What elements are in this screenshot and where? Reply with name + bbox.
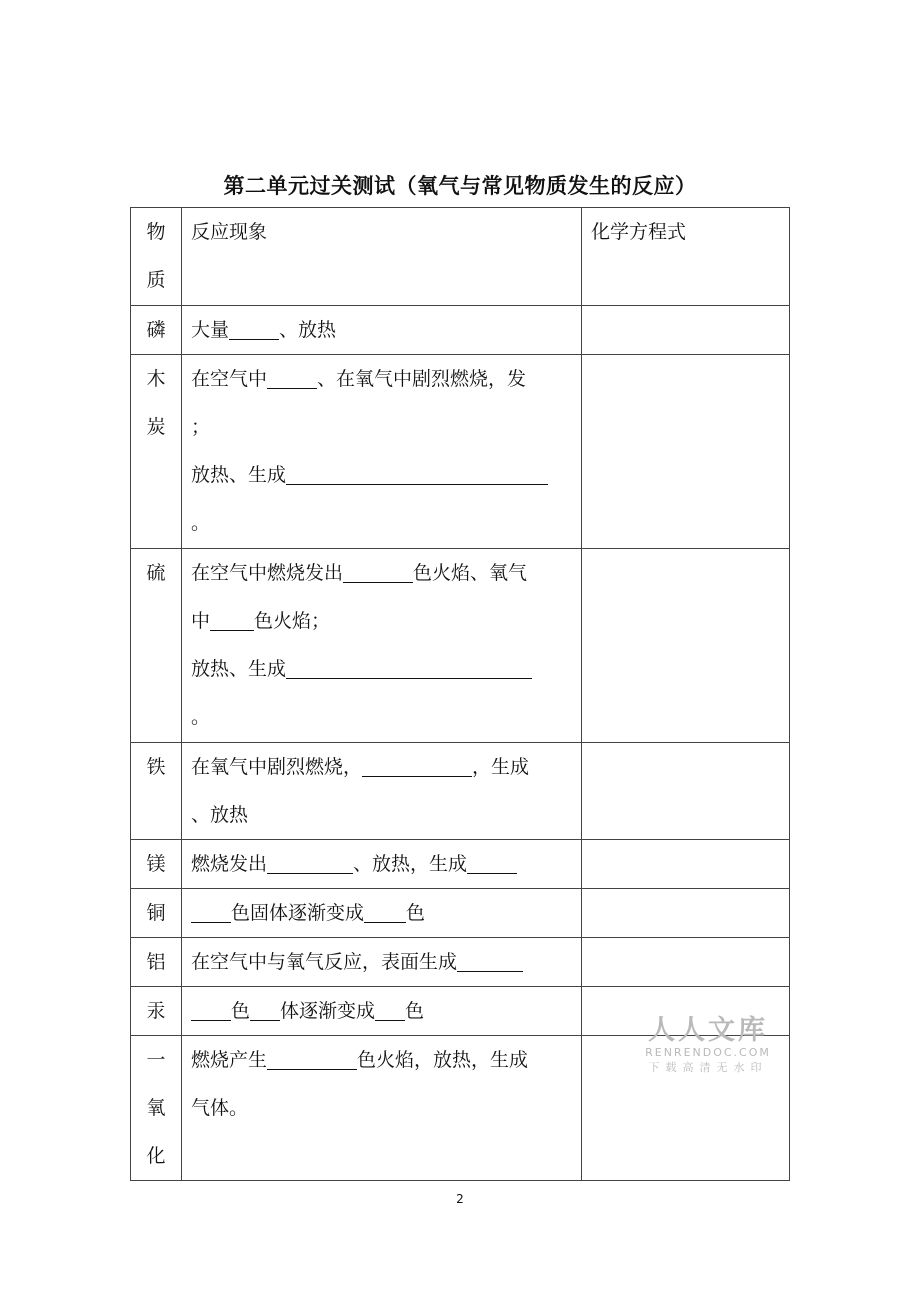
fill-blank[interactable] xyxy=(191,993,231,1021)
substance-cell: 硫 xyxy=(131,549,182,743)
fill-blank[interactable] xyxy=(210,603,254,631)
phenomenon-cell: 燃烧产生 色火焰，放热，生成 气体。 xyxy=(182,1036,582,1181)
table-header-row xyxy=(131,208,790,306)
equation-cell[interactable] xyxy=(582,840,790,889)
phenomenon-cell: 在空气中燃烧发出 色火焰、氧气 中 色火焰； 放热、生成 。 xyxy=(182,549,582,743)
fill-blank[interactable] xyxy=(467,846,517,874)
fill-blank[interactable] xyxy=(267,846,353,874)
substance-cell: 汞 xyxy=(131,987,182,1036)
substance-cell: 木 炭 xyxy=(131,355,182,549)
header-substance: 物 质 xyxy=(131,208,182,306)
page-title: 第二单元过关测试（氧气与常见物质发生的反应） xyxy=(223,174,697,198)
equation-cell[interactable] xyxy=(582,743,790,840)
phenomenon-cell: 在空气中 、在氧气中剧烈燃烧，发 ； 放热、生成 。 xyxy=(182,355,582,549)
phenomenon-cell: 色 体逐渐变成 色 xyxy=(182,987,582,1036)
watermark-tagline: 下载高清无水印 xyxy=(648,1061,768,1074)
phenomenon-cell: 大量 、放热 xyxy=(182,306,582,355)
substance-cell: 铁 xyxy=(131,743,182,840)
phenomenon-cell: 燃烧发出 、放热，生成 xyxy=(182,840,582,889)
equation-cell[interactable] xyxy=(582,938,790,987)
header-phenomenon: 反应现象 xyxy=(182,208,582,306)
table-row xyxy=(131,549,790,743)
fill-blank[interactable] xyxy=(362,749,472,777)
substance-cell: 铝 xyxy=(131,938,182,987)
fill-blank[interactable] xyxy=(267,1042,357,1070)
fill-blank[interactable] xyxy=(250,993,280,1021)
substance-cell: 一 氧 化 xyxy=(131,1036,182,1181)
phenomenon-cell: 色固体逐渐变成 色 xyxy=(182,889,582,938)
header-equation: 化学方程式 xyxy=(582,208,790,306)
table-row xyxy=(131,355,790,549)
table-row xyxy=(131,306,790,355)
watermark-logo-text: 人人文库 xyxy=(648,1015,768,1046)
fill-blank[interactable] xyxy=(191,895,231,923)
equation-cell[interactable] xyxy=(582,306,790,355)
fill-blank[interactable] xyxy=(267,361,317,389)
fill-blank[interactable] xyxy=(375,993,405,1021)
table-row xyxy=(131,889,790,938)
fill-blank[interactable] xyxy=(343,555,413,583)
page-number: 2 xyxy=(456,1192,464,1206)
fill-blank[interactable] xyxy=(286,651,532,679)
fill-blank[interactable] xyxy=(286,457,548,485)
table-row xyxy=(131,840,790,889)
watermark xyxy=(640,1016,776,1076)
fill-blank[interactable] xyxy=(364,895,406,923)
substance-cell: 铜 xyxy=(131,889,182,938)
fill-blank[interactable] xyxy=(457,944,523,972)
equation-cell[interactable] xyxy=(582,549,790,743)
table-row xyxy=(131,938,790,987)
equation-cell[interactable] xyxy=(582,889,790,938)
phenomenon-cell: 在空气中与氧气反应，表面生成 xyxy=(182,938,582,987)
table-row xyxy=(131,743,790,840)
watermark-url: RENRENDOC.COM xyxy=(645,1046,771,1059)
substance-cell: 镁 xyxy=(131,840,182,889)
substance-cell: 磷 xyxy=(131,306,182,355)
phenomenon-cell: 在氧气中剧烈燃烧， ，生成 、放热 xyxy=(182,743,582,840)
equation-cell[interactable] xyxy=(582,355,790,549)
fill-blank[interactable] xyxy=(229,312,279,340)
